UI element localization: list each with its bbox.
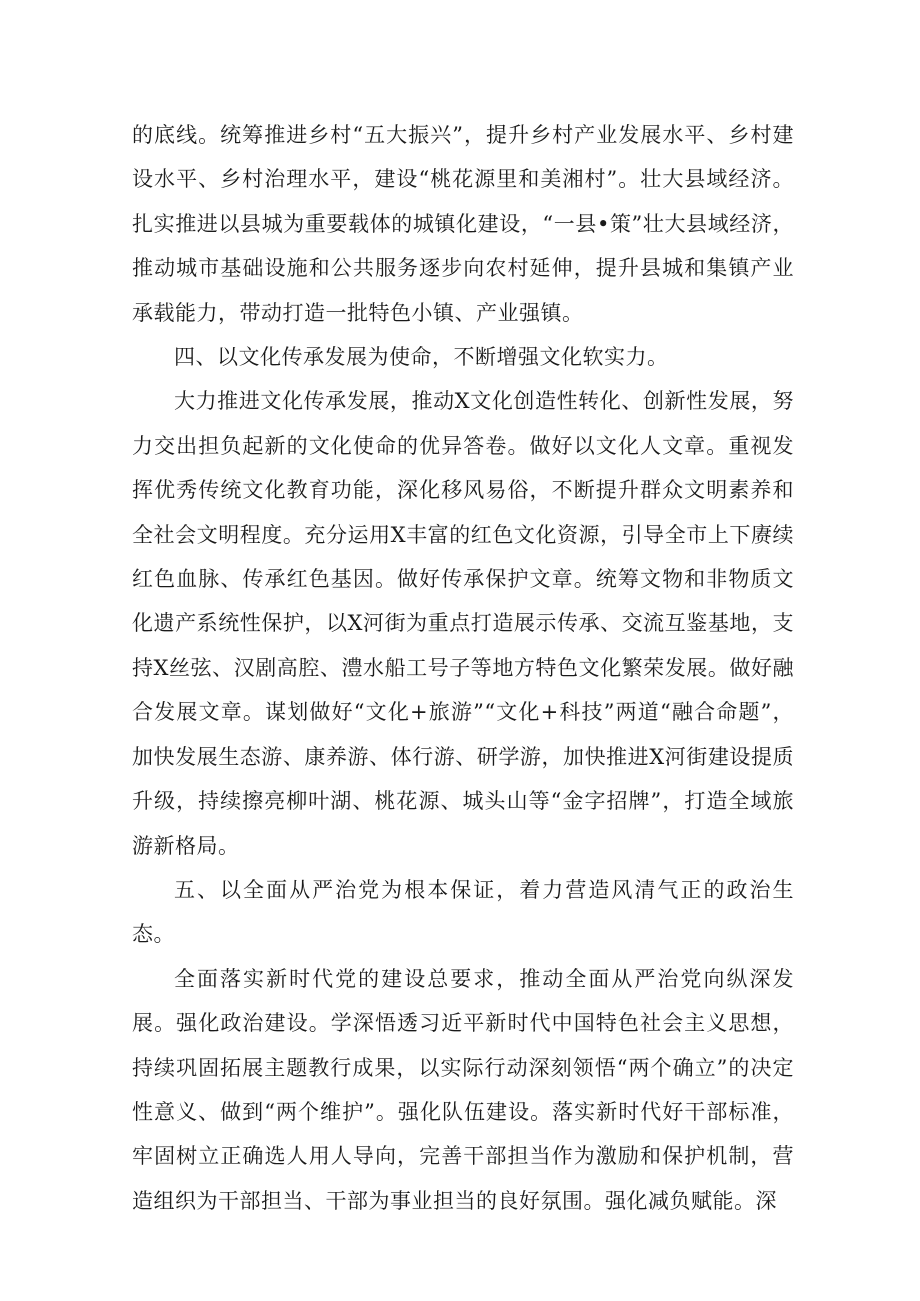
paragraph-rural-county-economy: 的底线。统筹推进乡村“五大振兴”，提升乡村产业发展水平、乡村建设水平、乡村治理水平，建设“桃花源里和美湘村”。壮大县域经济。扎实推进以县城为重要载体的城镇化建设，“一县•策”壮大县域经济，推动城市基础设施和公共服务逐步向农村延伸，提升县城和集镇产业承载能力，带动打造一批特色小镇、产业强镇。 [132,123,794,325]
paragraph-party-governance: 全面落实新时代党的建设总要求，推动全面从严治党向纵深发展。强化政治建设。学深悟透习近平新时代中国特色社会主义思想，持续巩固拓展主题教行成果，以实际行动深刻领悟“两个确立”的决定性意义、做到“两个维护”。强化队伍建设。落实新时代好干部标准，牢固树立正确选人用人导向，完善干部担当作为激励和保护机制，营造组织为干部担当、干部为事业担当的良好氛围。强化减负赋能。深 [132,966,794,1213]
section-heading-culture: 四、以文化传承发展为使命，不断增强文化软实力。 [174,345,669,370]
document-body [132,113,794,1223]
paragraph-culture: 大力推进文化传承发展，推动X文化创造性转化、创新性发展，努力交出担负起新的文化使命的优异答卷。做好以文化人文章。重视发挥优秀传统文化教育功能，深化移风易俗，不断提升群众文明素养和全社会文明程度。充分运用X丰富的红色文化资源，引导全市上下赓续红色血脉、传承红色基因。做好传承保护文章。统筹文物和非物质文化遗产系统性保护，以X河街为重点打造展示传承、交流互鉴基地，支持X丝弦、汉剧高腔、澧水船工号子等地方特色文化繁荣发展。做好融合发展文章。谋划做好“文化+旅游”“文化+科技”两道“融合命题”，加快发展生态游、康养游、体行游、研学游，加快推进X河街建设提质升级，持续擦亮柳叶湖、桃花源、城头山等“金字招牌”，打造全域旅游新格局。 [132,389,794,858]
section-heading-party-governance: 五、以全面从严治党为根本保证，着力营造风清气正的政治生态。 [132,877,794,947]
